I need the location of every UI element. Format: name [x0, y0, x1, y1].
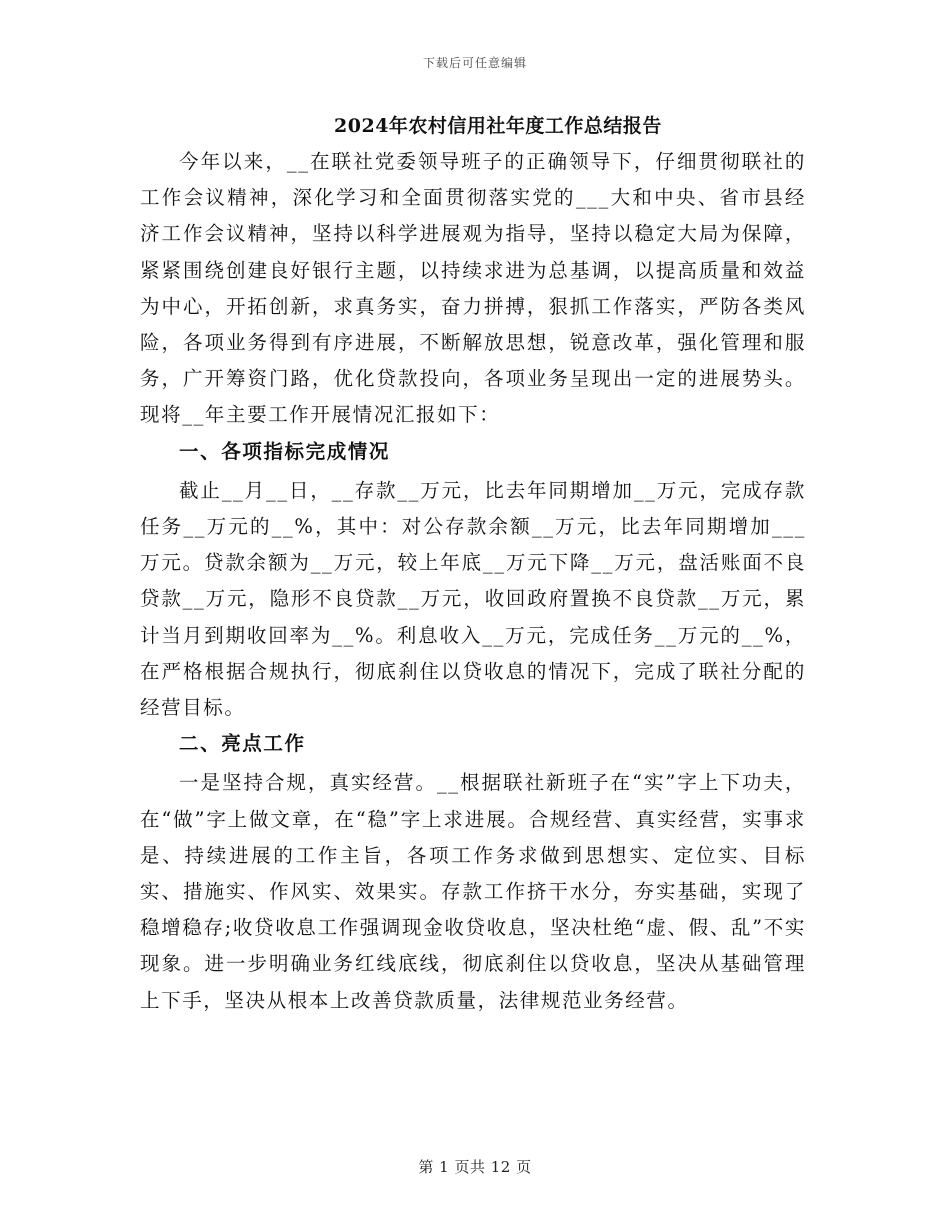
document-body — [140, 112, 806, 1019]
paragraph-highlights: 一是坚持合规，真实经营。__根据联社新班子在“实”字上下功夫，在“做”字上做文章，在“稳”字上求进展。合规经营、真实经营，实事求是、持续进展的工作主旨，各项工作务求做到思想实、定位实、目标实、措施实、作风实、效果实。存款工作挤干水分，夯实基础，实现了稳增稳存;收贷收息工作强调现金收贷收息，坚决杜绝“虚、假、乱”不实现象。进一步明确业务红线底线，彻底刹住以贷收息，坚决从基础管理上下手，坚决从根本上改善贷款质量，法律规范业务经营。 — [140, 771, 806, 1012]
section-heading-highlights: 二、亮点工作 — [179, 732, 306, 756]
paragraph-intro: 今年以来，__在联社党委领导班子的正确领导下，仔细贯彻联社的工作会议精神，深化学习和全面贯彻落实党的___大和中央、省市县经济工作会议精神，坚持以科学进展观为指导，坚持以稳定大局为保障，紧紧围绕创建良好银行主题，以持续求进为总基调，以提高质量和效益为中心，开拓创新，求真务实，奋力拼搏，狠抓工作落实，严防各类风险，各项业务得到有序进展，不断解放思想，锐意改革，强化管理和服务，广开筹资门路，优化贷款投向，各项业务呈现出一定的进展势头。现将__年主要工作开展情况汇报如下： — [140, 150, 806, 427]
section-heading-indicators: 一、各项指标完成情况 — [179, 439, 391, 463]
paragraph-indicators: 截止__月__日，__存款__万元，比去年同期增加__万元，完成存款任务__万元的__%，其中：对公存款余额__万元，比去年同期增加___万元。贷款余额为__万元，较上年底__万元下降__万元，盘活账面不良贷款__万元，隐形不良贷款__万元，收回政府置换不良贷款__万元，累计当月到期收回率为__%。利息收入__万元，完成任务__万元的__%，在严格根据合规执行，彻底刹住以贷收息的情况下，完成了联社分配的经营目标。 — [140, 478, 806, 720]
document-title: 2024年农村信用社年度工作总结报告 — [334, 115, 662, 137]
header-note: 下载后可任意编辑 — [422, 56, 527, 70]
page-number-footer: 第 1 页共 12 页 — [418, 1158, 532, 1176]
